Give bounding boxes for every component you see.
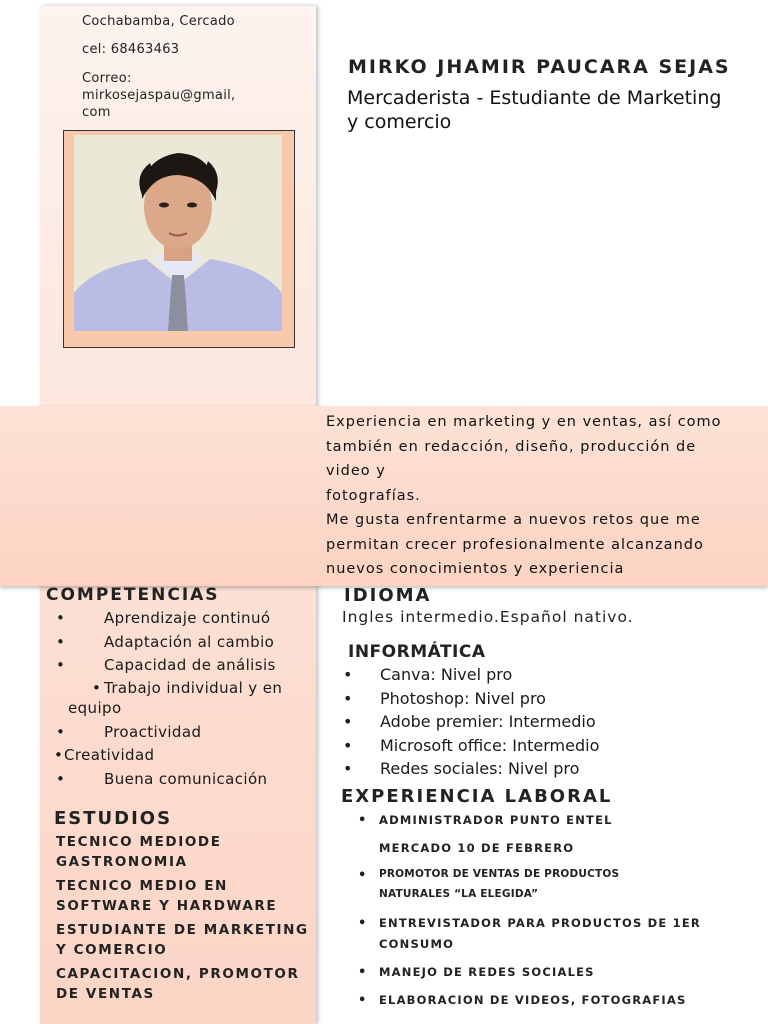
email-label: Correo:	[82, 71, 132, 86]
summary-line: permitan crecer profesionalmente alcanzando	[326, 536, 704, 553]
list-item: • Microsoft office: Intermedio	[343, 734, 743, 758]
informatica-heading: INFORMÁTICA	[348, 642, 486, 662]
email-line-1: mirkosejaspau@gmail,	[82, 88, 236, 103]
list-item: • Aprendizaje continuó	[52, 607, 312, 631]
estudios-heading: ESTUDIOS	[54, 808, 173, 829]
list-item: MERCADO 10 DE FEBRERO	[379, 841, 575, 855]
list-item: • Photoshop: Nivel pro	[343, 687, 743, 711]
list-item: • Trabajo individual y en equipo	[52, 678, 312, 718]
list-item: • Canva: Nivel pro	[343, 663, 743, 687]
idioma-heading: IDIOMA	[344, 585, 432, 606]
informatica-list	[343, 663, 743, 781]
summary-line: también en redacción, diseño, producción de	[326, 438, 697, 455]
profile-summary	[326, 410, 758, 582]
list-item: • Adaptación al cambio	[52, 631, 312, 655]
idioma-text: Ingles intermedio.Español nativo.	[342, 608, 634, 626]
competencias-heading: COMPETENCIAS	[46, 585, 220, 605]
subtitle-line-2: y comercio	[347, 111, 452, 133]
list-item: • ELABORACION DE VIDEOS, FOTOGRAFIAS	[355, 993, 686, 1007]
list-item: • ENTREVISTADOR PARA PRODUCTOS DE 1ER	[355, 916, 701, 930]
list-item: NATURALES “LA ELEGIDA”	[379, 888, 539, 900]
list-item: • Creatividad	[52, 744, 312, 768]
list-item: • Capacidad de análisis	[52, 654, 312, 678]
study-item: TECNICO MEDIODE GASTRONOMIA	[56, 834, 222, 870]
list-item: • Proactividad	[52, 721, 312, 745]
competencias-list	[52, 607, 312, 791]
list-item: • PROMOTOR DE VENTAS DE PRODUCTOS	[355, 868, 619, 880]
summary-line: video y	[326, 463, 386, 479]
contact-location: Cochabamba, Cercado	[82, 14, 235, 29]
candidate-subtitle	[347, 86, 757, 134]
subtitle-line-1: Mercaderista - Estudiante de Marketing	[347, 87, 722, 109]
person-portrait-icon	[74, 135, 282, 331]
list-item: • MANEJO DE REDES SOCIALES	[355, 965, 595, 979]
experiencia-heading: EXPERIENCIA LABORAL	[341, 786, 613, 807]
summary-line: fotografías.	[326, 487, 421, 504]
summary-line: Experiencia en marketing y en ventas, así como	[326, 414, 722, 430]
summary-line: Me gusta enfrentarme a nuevos retos que me	[326, 512, 701, 528]
list-item: • Adobe premier: Intermedio	[343, 710, 743, 734]
list-item: CONSUMO	[379, 937, 455, 951]
study-item: CAPACITACION, PROMOTOR DE VENTAS	[56, 966, 300, 1002]
list-item: • Redes sociales: Nivel pro	[343, 757, 743, 781]
contact-email	[82, 70, 282, 121]
list-item: • ADMINISTRADOR PUNTO ENTEL	[355, 813, 613, 827]
contact-phone: cel: 68463463	[82, 42, 180, 57]
study-item: TECNICO MEDIO EN SOFTWARE Y HARDWARE	[56, 878, 278, 914]
email-line-2: com	[82, 105, 111, 120]
study-item: ESTUDIANTE DE MARKETING Y COMERCIO	[56, 922, 309, 958]
profile-photo	[74, 135, 282, 331]
list-item: • Buena comunicación	[52, 768, 312, 792]
summary-line: nuevos conocimientos y experiencia	[326, 561, 625, 577]
profile-photo-frame	[63, 130, 295, 348]
candidate-name: MIRKO JHAMIR PAUCARA SEJAS	[348, 56, 731, 78]
